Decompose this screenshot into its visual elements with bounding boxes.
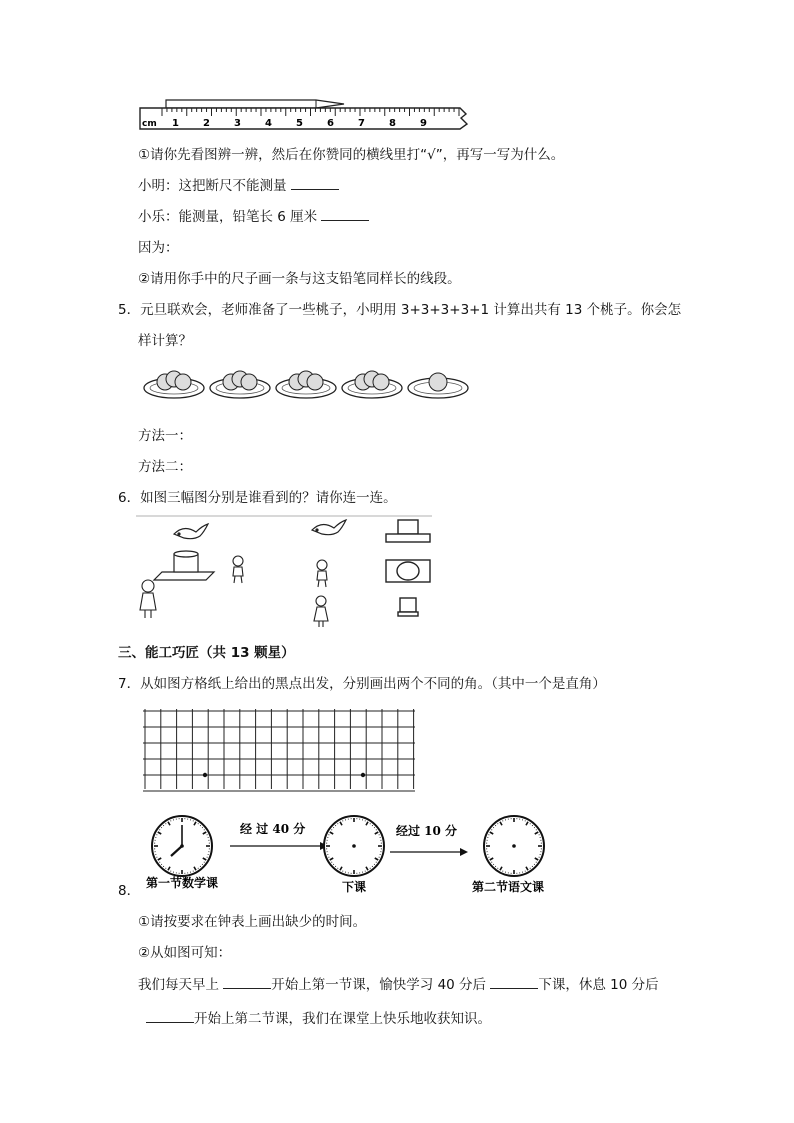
peach-icon <box>373 374 389 390</box>
ruler-number: 5 <box>296 118 303 129</box>
q8-sub1: ①请按要求在钟表上画出缺少的时间。 <box>138 914 367 930</box>
peach-plate <box>144 371 204 398</box>
peach-plate <box>342 371 402 398</box>
ruler-number: 9 <box>420 118 427 129</box>
q7-text: 7．从如图方格纸上给出的黑点出发，分别画出两个不同的角。（其中一个是直角） <box>118 676 606 692</box>
view-side <box>398 598 418 616</box>
clocks-figure <box>148 815 568 897</box>
answer-blank[interactable] <box>291 177 339 190</box>
answer-blank[interactable] <box>146 1010 194 1023</box>
ruler-number: 2 <box>203 118 210 129</box>
q4-xiaole-line <box>138 208 369 226</box>
answer-blank[interactable] <box>321 208 369 221</box>
q5-method2: 方法二： <box>138 459 192 475</box>
q8-fill-b: 开始上第一节课，愉快学习 40 分后 <box>271 977 487 993</box>
q5-method1: 方法一： <box>138 428 192 444</box>
q4-xiaole: 小乐：能测量，铅笔长 6 厘米 <box>138 209 318 225</box>
q4-xiaoming: 小明：这把断尺不能测量 <box>138 178 287 194</box>
q4-sub2: ②请用你手中的尺子画一条与这支铅笔同样长的线段。 <box>138 271 461 287</box>
peach-plate <box>210 371 270 398</box>
view-front <box>386 520 430 542</box>
ruler-unit: cm <box>142 119 157 129</box>
q8-fill-line1 <box>138 976 659 994</box>
bird-icon <box>174 524 208 539</box>
peach-icon <box>241 374 257 390</box>
view-top <box>386 560 430 582</box>
clock1-caption: 第一节数学课 <box>146 876 219 890</box>
clock2-caption: 下课 <box>342 880 367 894</box>
arrow-1-label: 经 过 40 分 <box>240 822 306 836</box>
q4-sub1: ①请你先看图辨一辨，然后在你赞同的横线里打“√”，再写一写为什么。 <box>138 147 565 163</box>
peach-icon <box>429 373 447 391</box>
child-icon <box>233 556 243 583</box>
object-on-table <box>154 551 214 580</box>
peach-plate <box>408 373 468 398</box>
q5-line1: 5．元旦联欢会，老师准备了一些桃子，小明用 3+3+3+3+1 计算出共有 13 个桃子。你会怎 <box>118 302 682 318</box>
q8-sub2: ②从如图可知： <box>138 945 232 961</box>
q4-xiaoming-line <box>138 177 339 195</box>
peach-plate <box>276 371 336 398</box>
q8-fill-line2 <box>146 1010 491 1028</box>
q8-fill-d: 开始上第二节课，我们在课堂上快乐地收获知识。 <box>194 1011 491 1027</box>
girl-icon <box>140 580 156 618</box>
arrow-2-label: 经过 10 分 <box>396 824 458 838</box>
grid-dot-1 <box>203 773 207 777</box>
arrow-1 <box>230 842 328 850</box>
answer-blank[interactable] <box>490 976 538 989</box>
grid-paper[interactable] <box>143 709 415 791</box>
clock-1 <box>152 816 212 876</box>
girl-icon <box>314 596 328 627</box>
clock-3 <box>484 816 544 876</box>
ruler-number: 8 <box>389 118 396 129</box>
ruler-number: 1 <box>172 118 179 129</box>
q8-number: 8． <box>118 883 141 899</box>
q5-line2: 样计算？ <box>138 333 192 349</box>
clock-2 <box>324 816 384 876</box>
ruler-number: 4 <box>265 118 272 129</box>
ruler-number: 6 <box>327 118 334 129</box>
clock3-caption: 第二节语文课 <box>472 880 545 894</box>
ruler-number: 7 <box>358 118 365 129</box>
child-icon <box>317 560 327 587</box>
ruler-number: 3 <box>234 118 241 129</box>
peach-icon <box>175 374 191 390</box>
q6-text: 6．如图三幅图分别是谁看到的？请你连一连。 <box>118 490 397 506</box>
section3-title: 三、能工巧匠（共 13 颗星） <box>118 645 295 661</box>
peach-plates-figure <box>140 366 480 408</box>
ruler-figure <box>140 96 470 130</box>
arrow-2 <box>390 848 468 856</box>
peach-icon <box>307 374 323 390</box>
answer-blank[interactable] <box>223 976 271 989</box>
grid-dot-2 <box>361 773 365 777</box>
q8-fill-c: 下课，休息 10 分后 <box>538 977 659 993</box>
q4-because: 因为： <box>138 240 179 256</box>
q8-fill-a: 我们每天早上 <box>138 977 219 993</box>
view-figure <box>136 514 436 630</box>
bird-icon <box>312 520 346 535</box>
